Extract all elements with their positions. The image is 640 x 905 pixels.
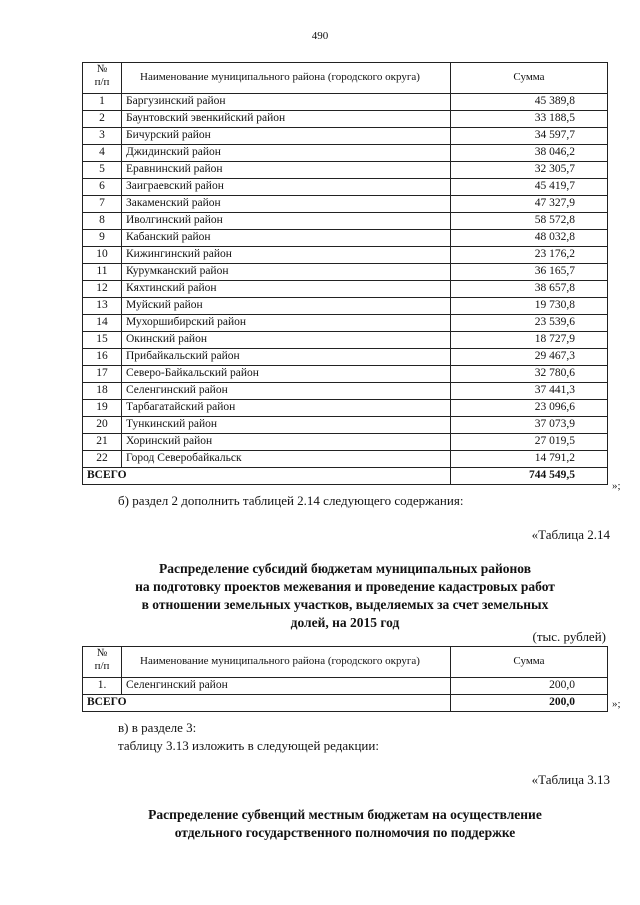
row-district-name: Северо-Байкальский район xyxy=(122,366,451,383)
table-row xyxy=(83,230,608,247)
table1-end-mark: »; xyxy=(612,480,621,492)
row-number: 6 xyxy=(83,179,122,196)
row-number: 2 xyxy=(83,111,122,128)
num-header: № п/п xyxy=(83,63,122,94)
row-sum: 27 019,5 xyxy=(451,434,608,451)
row-number: 10 xyxy=(83,247,122,264)
row-sum: 38 046,2 xyxy=(451,145,608,162)
table-row xyxy=(83,145,608,162)
table-row xyxy=(83,383,608,400)
row-sum: 23 176,2 xyxy=(451,247,608,264)
table-row xyxy=(83,434,608,451)
table-row xyxy=(83,298,608,315)
row-number: 22 xyxy=(83,451,122,468)
row-sum: 38 657,8 xyxy=(451,281,608,298)
row-number: 1 xyxy=(83,94,122,111)
table-row xyxy=(83,332,608,349)
table2-end-mark: »; xyxy=(612,698,621,710)
row-number: 3 xyxy=(83,128,122,145)
row-number: 5 xyxy=(83,162,122,179)
row-number: 11 xyxy=(83,264,122,281)
page-number: 490 xyxy=(311,30,329,42)
row-district-name: Кижингинский район xyxy=(122,247,451,264)
paragraph-b: б) раздел 2 дополнить таблицей 2.14 следующего содержания: xyxy=(118,493,464,508)
total-sum: 200,0 xyxy=(451,695,608,712)
table-row xyxy=(83,213,608,230)
row-sum: 23 539,6 xyxy=(451,315,608,332)
row-district-name: Заиграевский район xyxy=(122,179,451,196)
row-sum: 29 467,3 xyxy=(451,349,608,366)
row-number: 7 xyxy=(83,196,122,213)
row-number: 21 xyxy=(83,434,122,451)
row-district-name: Иволгинский район xyxy=(122,213,451,230)
table-row xyxy=(83,281,608,298)
table-2-14-title: Распределение субсидий бюджетам муниципальных районов на подготовку проектов межевания и проведение кадастровых работ в отношении земельных участков, выделяемых за счет земельных долей, на 2015 год xyxy=(135,561,555,630)
row-sum: 47 327,9 xyxy=(451,196,608,213)
row-number: 18 xyxy=(83,383,122,400)
table-row xyxy=(83,349,608,366)
row-district-name: Бичурский район xyxy=(122,128,451,145)
sum-header: Сумма xyxy=(451,647,608,678)
paragraph-v: в) в разделе 3: xyxy=(118,720,197,735)
row-district-name: Еравнинский район xyxy=(122,162,451,179)
table-row xyxy=(83,315,608,332)
row-sum: 32 305,7 xyxy=(451,162,608,179)
row-number: 15 xyxy=(83,332,122,349)
district-sums-table xyxy=(82,62,608,485)
table-row xyxy=(83,128,608,145)
row-sum: 58 572,8 xyxy=(451,213,608,230)
row-sum: 200,0 xyxy=(451,678,608,695)
total-row xyxy=(83,695,608,712)
table-2-14-label: «Таблица 2.14 xyxy=(531,527,610,542)
row-district-name: Кяхтинский район xyxy=(122,281,451,298)
table-row xyxy=(83,417,608,434)
row-district-name: Курумканский район xyxy=(122,264,451,281)
row-number: 19 xyxy=(83,400,122,417)
table-row xyxy=(83,451,608,468)
table-row xyxy=(83,678,608,695)
row-number: 8 xyxy=(83,213,122,230)
row-district-name: Закаменский район xyxy=(122,196,451,213)
units-label: (тыс. рублей) xyxy=(532,629,606,644)
row-district-name: Муйский район xyxy=(122,298,451,315)
row-number: 12 xyxy=(83,281,122,298)
row-number: 17 xyxy=(83,366,122,383)
row-sum: 18 727,9 xyxy=(451,332,608,349)
row-sum: 32 780,6 xyxy=(451,366,608,383)
row-sum: 33 188,5 xyxy=(451,111,608,128)
row-district-name: Город Северобайкальск xyxy=(122,451,451,468)
row-number: 9 xyxy=(83,230,122,247)
row-sum: 37 441,3 xyxy=(451,383,608,400)
total-row xyxy=(83,468,608,485)
row-district-name: Хоринский район xyxy=(122,434,451,451)
row-district-name: Джидинский район xyxy=(122,145,451,162)
table-3-13-title: Распределение субвенций местным бюджетам на осуществление отдельного государственного полномочия по поддержке xyxy=(148,807,542,840)
row-sum: 34 597,7 xyxy=(451,128,608,145)
row-number: 16 xyxy=(83,349,122,366)
row-sum: 14 791,2 xyxy=(451,451,608,468)
table-row xyxy=(83,162,608,179)
row-district-name: Селенгинский район xyxy=(122,383,451,400)
row-number: 20 xyxy=(83,417,122,434)
num-header: № п/п xyxy=(83,647,122,678)
row-district-name: Тарбагатайский район xyxy=(122,400,451,417)
row-district-name: Тункинский район xyxy=(122,417,451,434)
row-district-name: Баргузинский район xyxy=(122,94,451,111)
total-sum: 744 549,5 xyxy=(451,468,608,485)
paragraph-v-2: таблицу 3.13 изложить в следующей редакции: xyxy=(118,738,379,753)
table-row xyxy=(83,94,608,111)
table-row xyxy=(83,179,608,196)
row-district-name: Кабанский район xyxy=(122,230,451,247)
table-row xyxy=(83,196,608,213)
row-district-name: Мухоршибирский район xyxy=(122,315,451,332)
row-district-name: Окинский район xyxy=(122,332,451,349)
table-3-13-label: «Таблица 3.13 xyxy=(531,772,610,787)
row-sum: 19 730,8 xyxy=(451,298,608,315)
row-district-name: Прибайкальский район xyxy=(122,349,451,366)
name-header: Наименование муниципального района (городского округа) xyxy=(122,647,451,678)
table-header-row xyxy=(83,647,608,678)
table-header-row xyxy=(83,63,608,94)
row-number: 4 xyxy=(83,145,122,162)
row-sum: 36 165,7 xyxy=(451,264,608,281)
row-number: 1. xyxy=(83,678,122,695)
table-row xyxy=(83,400,608,417)
table-row xyxy=(83,264,608,281)
table-row xyxy=(83,247,608,264)
sum-header: Сумма xyxy=(451,63,608,94)
row-sum: 48 032,8 xyxy=(451,230,608,247)
row-number: 14 xyxy=(83,315,122,332)
row-sum: 45 419,7 xyxy=(451,179,608,196)
row-sum: 45 389,8 xyxy=(451,94,608,111)
total-label: ВСЕГО xyxy=(83,468,451,485)
row-district-name: Баунтовский эвенкийский район xyxy=(122,111,451,128)
total-label: ВСЕГО xyxy=(83,695,451,712)
table-row xyxy=(83,111,608,128)
row-district-name: Селенгинский район xyxy=(122,678,451,695)
name-header: Наименование муниципального района (городского округа) xyxy=(122,63,451,94)
row-sum: 37 073,9 xyxy=(451,417,608,434)
table-row xyxy=(83,366,608,383)
row-sum: 23 096,6 xyxy=(451,400,608,417)
subsidy-table xyxy=(82,646,608,712)
row-number: 13 xyxy=(83,298,122,315)
